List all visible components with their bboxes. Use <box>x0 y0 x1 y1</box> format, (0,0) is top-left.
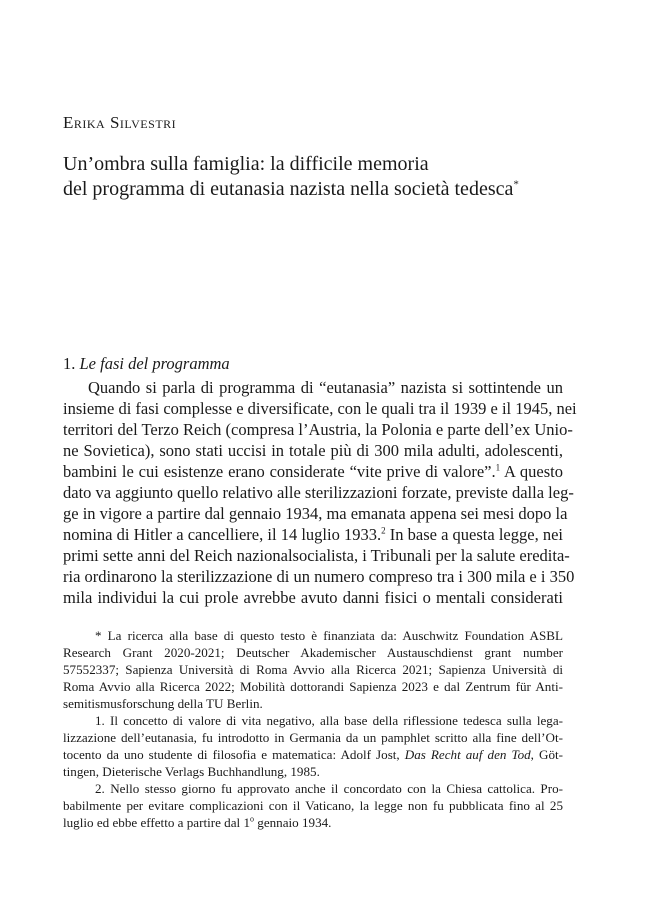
footnote-1-text: tocento da uno studente di filosofia e matematica: Adolf Jost, <box>63 747 405 762</box>
footnote-star-line: 57552337; Sapienza Università di Roma Avvio alla Ricerca 2021; Sapienza Università di <box>63 662 563 677</box>
footnote-1-line: tingen, Dieterische Verlags Buchhandlung, 1985. <box>63 764 320 779</box>
ordinal-marker: o <box>250 814 254 824</box>
section-number: 1. <box>63 354 76 373</box>
body-line: ge in vigore a partire dal gennaio 1934, ma emanata appena sei mesi dopo la <box>63 504 568 523</box>
body-line <box>63 461 563 482</box>
body-line: mila individui la cui prole avrebbe avuto danni fisici o mentali considerati <box>63 588 563 607</box>
body-line: ne Sovietica), sono stati uccisi in totale più di 300 mila adulti, adolescenti, <box>63 441 563 460</box>
footnote-1-text: , Göt- <box>530 747 563 762</box>
body-line: dato va aggiunto quello relativo alle sterilizzazioni forzate, previste dalla leg- <box>63 483 574 502</box>
footnote-2-line: babilmente per evitare complicazioni con il Vaticano, la legge non fu pubblicata fino al 25 <box>63 798 563 813</box>
cited-book-title: Das Recht auf den Tod <box>404 747 531 762</box>
title-line: Un’ombra sulla famiglia: la difficile memoria <box>63 153 429 175</box>
footnote-ref-2: 2 <box>381 525 386 536</box>
article-title <box>63 152 563 202</box>
footnote-star-line: * La ricerca alla base di questo testo è finanziata da: Auschwitz Foundation ASBL <box>95 628 563 643</box>
body-text <box>63 377 577 608</box>
footnote-star-line: Roma Avvio alla Ricerca 2022; Mobilità dottorandi Sapienza 2023 e dal Zentrum für Anti- <box>63 679 563 694</box>
section-heading <box>63 354 230 374</box>
section-title: Le fasi del programma <box>79 354 230 373</box>
body-line <box>63 524 563 545</box>
footnote-star-line: Research Grant 2020-2021; Deutscher Akademischer Austauschdienst grant number <box>63 645 563 660</box>
footnote-1-line: 1. Il concetto di valore di vita negativo, alla base della riflessione tedesca sulla lega- <box>95 713 563 728</box>
footnote-2-line <box>63 814 563 831</box>
footnote-ref-1: 1 <box>495 462 501 473</box>
body-line-text: nomina di Hitler a cancelliere, il 14 luglio 1933. <box>63 525 382 544</box>
author-name: Erika Silvestri <box>63 113 177 132</box>
footnote-2-line: 2. Nello stesso giorno fu approvato anche il concordato con la Chiesa cattolica. Pro- <box>95 781 563 796</box>
body-line: primi sette anni del Reich nazionalsocialista, i Tribunali per la salute eredita- <box>63 546 570 565</box>
body-line: insieme di fasi complesse e diversificate, con le quali tra il 1939 e il 1945, nei <box>63 399 577 418</box>
title-footnote-marker: * <box>513 178 519 191</box>
footnote-2-text: gennaio 1934. <box>254 815 332 830</box>
title-line <box>63 177 563 202</box>
body-line-text: In base a questa legge, nei <box>385 525 563 544</box>
body-line-text: A questo <box>500 462 563 481</box>
body-line: Quando si parla di programma di “eutanasia” nazista si sottintende un <box>88 378 563 397</box>
footnote-1-line <box>63 746 563 763</box>
footnote-1-line: lizzazione dell’eutanasia, fu introdotto in Germania da un pamphlet scritto alla fine dell’Ot- <box>63 730 563 745</box>
body-line: ria ordinarono la sterilizzazione di un numero compreso tra i 300 mila e i 350 <box>63 567 575 586</box>
body-line-text: bambini le cui esistenze erano considerate “vite prive di valore”. <box>63 462 496 481</box>
footnote-star-line: semitismusforschung della TU Berlin. <box>63 696 263 711</box>
footnote-2-text: luglio ed ebbe effetto a partire dal 1 <box>63 815 250 830</box>
title-line-text: del programma di eutanasia nazista nella società tedesca <box>63 178 514 200</box>
body-line: territori del Terzo Reich (compresa l’Austria, la Polonia e parte dell’ex Unio- <box>63 420 573 439</box>
footnotes <box>63 627 563 831</box>
